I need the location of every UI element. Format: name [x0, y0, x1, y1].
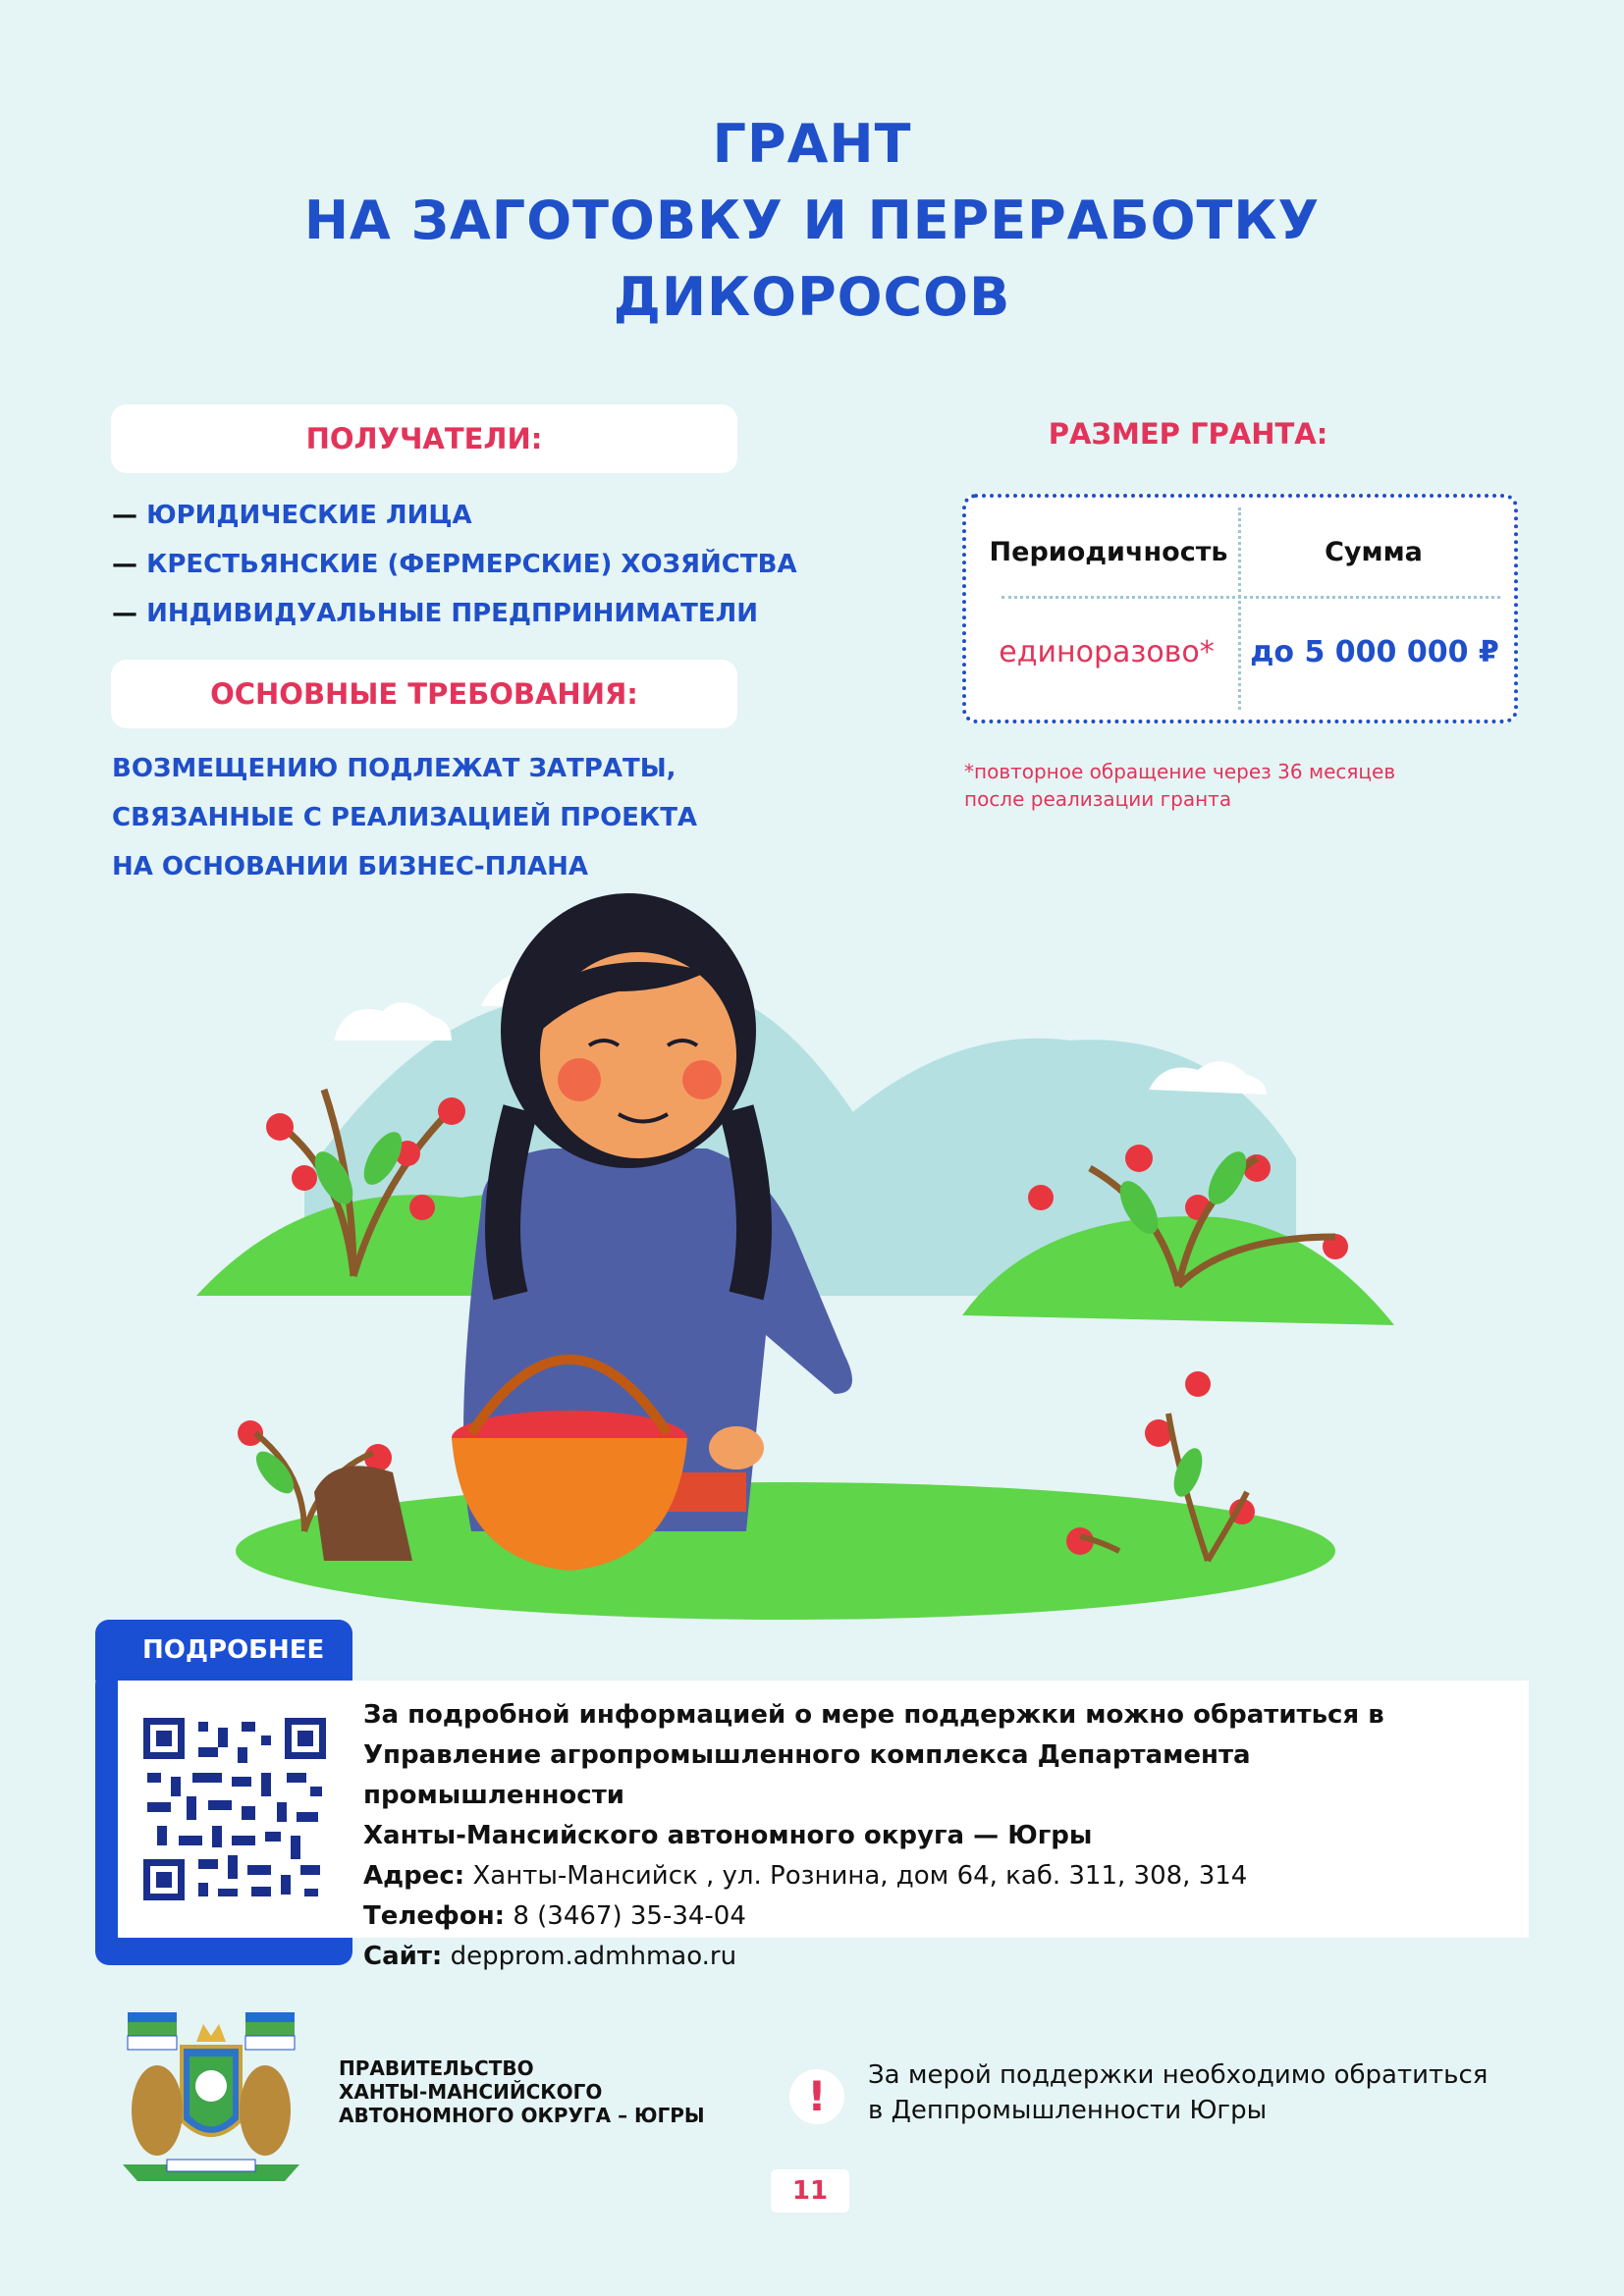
recipient-label: ИНДИВИДУАЛЬНЫЕ ПРЕДПРИНИМАТЕЛИ	[146, 599, 758, 628]
dash: —	[112, 550, 137, 579]
requirements-line: ВОЗМЕЩЕНИЮ ПОДЛЕЖАТ ЗАТРАТЫ,	[112, 754, 677, 783]
phone-label: Телефон:	[363, 1901, 506, 1931]
girl-boot	[314, 1466, 412, 1561]
girl-braid	[736, 1109, 754, 1296]
address-value: Ханты-Мансийск , ул. Рознина, дом 64, каб. 311, 308, 314	[464, 1861, 1248, 1891]
recipients-heading-text: ПОЛУЧАТЕЛИ:	[305, 422, 543, 455]
girl-hand	[709, 1426, 764, 1469]
notice-text	[868, 2057, 1555, 2128]
requirements-heading	[111, 660, 737, 728]
address-label: Адрес:	[363, 1861, 465, 1891]
contact-line: За подробной информацией о мере поддержки можно обратиться в	[363, 1700, 1384, 1730]
coat-of-arms-icon	[113, 2002, 309, 2189]
exclamation-icon: !	[789, 2069, 844, 2124]
contact-line: Ханты-Мансийского автономного округа — Югры	[363, 1821, 1093, 1850]
grant-periodicity: единоразово*	[999, 635, 1215, 669]
address-line	[363, 1856, 1512, 1896]
title-line-3: ДИКОРОСОВ	[613, 266, 1011, 328]
dash: —	[112, 599, 137, 628]
grant-heading: РАЗМЕР ГРАНТА:	[1048, 417, 1328, 451]
qr-code-icon[interactable]	[143, 1718, 326, 1900]
grant-col1-header: Периодичность	[989, 537, 1228, 567]
girl-braid	[503, 1109, 520, 1296]
list-item	[112, 589, 799, 638]
requirements-text	[112, 744, 799, 891]
recipients-heading	[111, 404, 737, 473]
government-line: АВТОНОМНОГО ОКРУГА – ЮГРЫ	[339, 2104, 705, 2127]
contact-line: Управление агропромышленного комплекса Департамента промышленности	[363, 1740, 1251, 1810]
requirements-heading-text: ОСНОВНЫЕ ТРЕБОВАНИЯ:	[210, 677, 638, 711]
grant-note-line: после реализации гранта	[964, 787, 1232, 811]
grant-table-divider	[1238, 507, 1241, 710]
list-item	[112, 540, 799, 589]
phone-value: 8 (3467) 35-34-04	[505, 1901, 746, 1931]
berry-picking-illustration	[157, 883, 1434, 1639]
government-line: ХАНТЫ-МАНСИЙСКОГО	[339, 2080, 603, 2104]
girl-cheek	[682, 1060, 722, 1099]
contact-info	[363, 1695, 1512, 1977]
grant-note-line: *повторное обращение через 36 месяцев	[964, 760, 1396, 783]
grant-amount: до 5 000 000 ₽	[1250, 635, 1499, 669]
cloud	[334, 1002, 452, 1041]
page-title	[0, 106, 1624, 336]
grant-col2-header: Сумма	[1325, 537, 1423, 567]
title-line-2: НА ЗАГОТОВКУ И ПЕРЕРАБОТКУ	[303, 189, 1321, 251]
government-line: ПРАВИТЕЛЬСТВО	[339, 2056, 534, 2080]
site-link[interactable]: depprom.admhmao.ru	[442, 1942, 737, 1971]
more-info-tab-label: ПОДРОБНЕЕ	[142, 1635, 325, 1665]
recipient-label: КРЕСТЬЯНСКИЕ (ФЕРМЕРСКИЕ) ХОЗЯЙСТВА	[146, 550, 797, 579]
list-item	[112, 491, 799, 540]
notice-line: За мерой поддержки необходимо обратиться	[868, 2060, 1489, 2090]
recipients-list	[112, 491, 799, 638]
site-line	[363, 1937, 1512, 1977]
site-label: Сайт:	[363, 1942, 443, 1971]
dash: —	[112, 501, 137, 530]
recipient-label: ЮРИДИЧЕСКИЕ ЛИЦА	[146, 501, 472, 530]
requirements-line: НА ОСНОВАНИИ БИЗНЕС-ПЛАНА	[112, 852, 589, 881]
girl-cheek	[558, 1058, 601, 1101]
requirements-line: СВЯЗАННЫЕ С РЕАЛИЗАЦИЕЙ ПРОЕКТА	[112, 803, 698, 832]
page-number: 11	[771, 2169, 849, 2213]
grant-table-divider	[1001, 596, 1500, 599]
grant-note	[964, 758, 1514, 813]
government-name	[339, 2056, 751, 2127]
notice-line: в Деппромышленности Югры	[868, 2096, 1268, 2125]
title-line-1: ГРАНТ	[712, 113, 912, 175]
grant-table	[962, 494, 1518, 723]
phone-line	[363, 1896, 1512, 1937]
